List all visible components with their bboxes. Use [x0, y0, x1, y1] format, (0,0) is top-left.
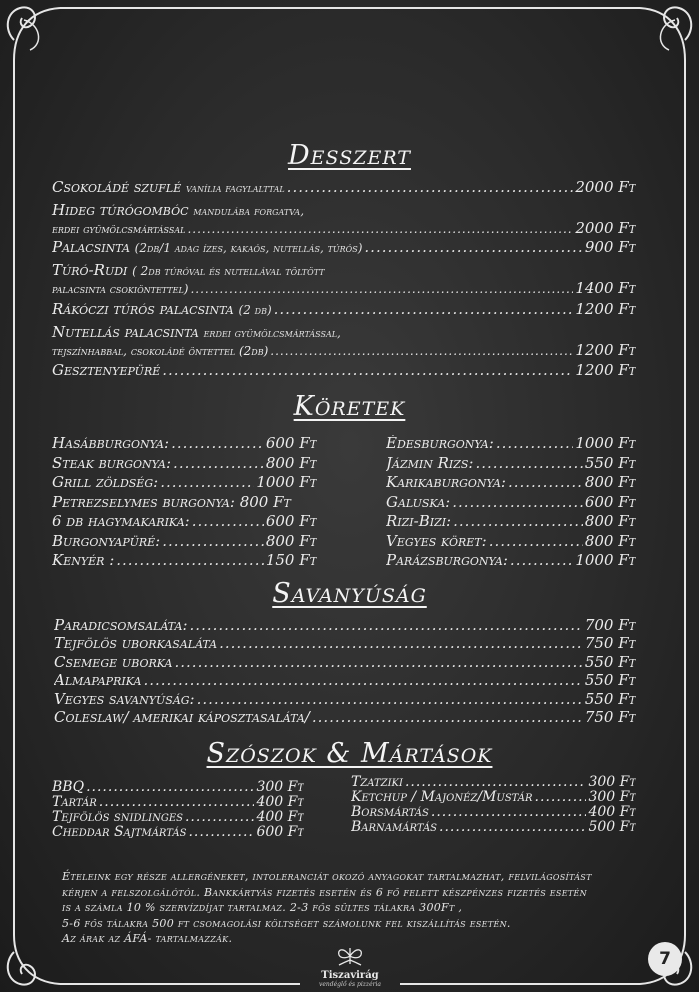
menu-item: 6 db hagymakarika: ..... 600 Ft [52, 513, 317, 530]
koretek-right-column [386, 435, 636, 572]
section-title-savanyusag: Savanyúság [272, 578, 427, 609]
menu-item: Barnamártás ..... 500 Ft [351, 820, 636, 835]
koretek-left-column [52, 435, 372, 572]
menu-item: Tejfölös uborkasaláta ..... 750 Ft [54, 635, 636, 652]
menu-item: Ketchup / Majonéz/Mustár ..... 300 Ft [351, 790, 636, 805]
menu-item: Jázmin Rizs: ..... 550 Ft [386, 455, 636, 472]
menu-item: Rizi-Bizi: ..... 800 Ft [386, 513, 636, 530]
menu-item: Hideg túrógombóc mandulába forgatva, erdei gyümölcsmártással ..... 2000 Ft [52, 202, 636, 238]
menu-item: Nutellás palacsinta erdei gyümölcsmártással, tejszínhabbal, csokoládé öntettel (2db) ..... 1200 Ft [52, 324, 636, 360]
menu-item: Coleslaw/ amerikai káposztasaláta/ ..... 750 Ft [54, 709, 636, 726]
menu-item: Gesztenyepüré ..... 1200 Ft [52, 362, 636, 379]
savanyusag-list [54, 617, 636, 727]
menu-item: Grill zöldség: ..... 1000 Ft [52, 474, 317, 491]
menu-item: Édesburgonya: ..... 1000 Ft [386, 435, 636, 452]
menu-item: Vegyes köret: ..... 800 Ft [386, 533, 636, 550]
menu-item: Hasábburgonya: ..... 600 Ft [52, 435, 317, 452]
menu-item: Tejfölös snidlinges ..... 400 Ft [52, 810, 304, 825]
section-title-desszert: Desszert [288, 140, 411, 171]
menu-item: Csemege uborka ..... 550 Ft [54, 654, 636, 671]
allergen-notice: Ételeink egy része allergéneket, intoleranciát okozó anyagokat tartalmazhat, felvilágosítást kérjen a felszolgálótól. Bankkártyás fizetés esetén és 6 fő felett készpénzes fizetés esetén is a számla 10 % szervízdíjat tartalmaz. 2-3 fős sültes tálakra 300Ft , 5-6 fős tálakra 500 ft csomagolási költséget számolunk fel kiszállítás esetén. Az árak az ÁFÁ- tartalmazzák. [62, 870, 592, 945]
szoszok-right-column [351, 775, 636, 835]
menu-item: Galuska: ..... 600 Ft [386, 494, 636, 511]
menu-item: Kenyér : ..... 150 Ft [52, 552, 317, 569]
menu-item: Cheddar Sajtmártás ..... 600 Ft [52, 825, 304, 840]
menu-item: Túró-Rudi ( 2db túróval és nutellával töltött palacsinta csokiöntettel) ..... 1400 Ft [52, 262, 636, 298]
mayfly-icon [335, 944, 365, 966]
menu-item: Parázsburgonya: ..... 1000 Ft [386, 552, 636, 569]
section-title-koretek: Köretek [293, 391, 406, 422]
menu-item: Steak burgonya: ..... 800 Ft [52, 455, 317, 472]
menu-item: Paradicsomsaláta: ..... 700 Ft [54, 617, 636, 634]
menu-item: Petrezselymes burgonya: 800 Ft [52, 493, 291, 511]
menu-item: Karikaburgonya: ..... 800 Ft [386, 474, 636, 491]
restaurant-logo: Tiszavirág vendéglő és pizzéria [300, 944, 400, 988]
szoszok-left-column [52, 780, 304, 840]
menu-item: BBQ ..... 300 Ft [52, 780, 304, 795]
menu-item: Almapaprika ..... 550 Ft [54, 672, 636, 689]
menu-item: Tzatziki ..... 300 Ft [351, 775, 636, 790]
menu-item: Csokoládé szuflé vanília fagylalttal ..... 2000 Ft [52, 179, 636, 197]
menu-item: Borsmártás ..... 400 Ft [351, 805, 636, 820]
menu-item: Rákóczi túrós palacsinta (2 db) ..... 1200 Ft [52, 301, 636, 319]
menu-item: Palacsinta (2db/1 adag ízes, kakaós, nutellás, túrós) ..... 900 Ft [52, 239, 636, 257]
menu-item: Tartár ..... 400 Ft [52, 795, 304, 810]
menu-item: Burgonyapüré: ..... 800 Ft [52, 533, 317, 550]
menu-item: Vegyes savanyúság: ..... 550 Ft [54, 691, 636, 708]
page-number-badge: 7 [648, 942, 682, 976]
section-title-szoszok: Szószok & Mártások [206, 738, 493, 769]
